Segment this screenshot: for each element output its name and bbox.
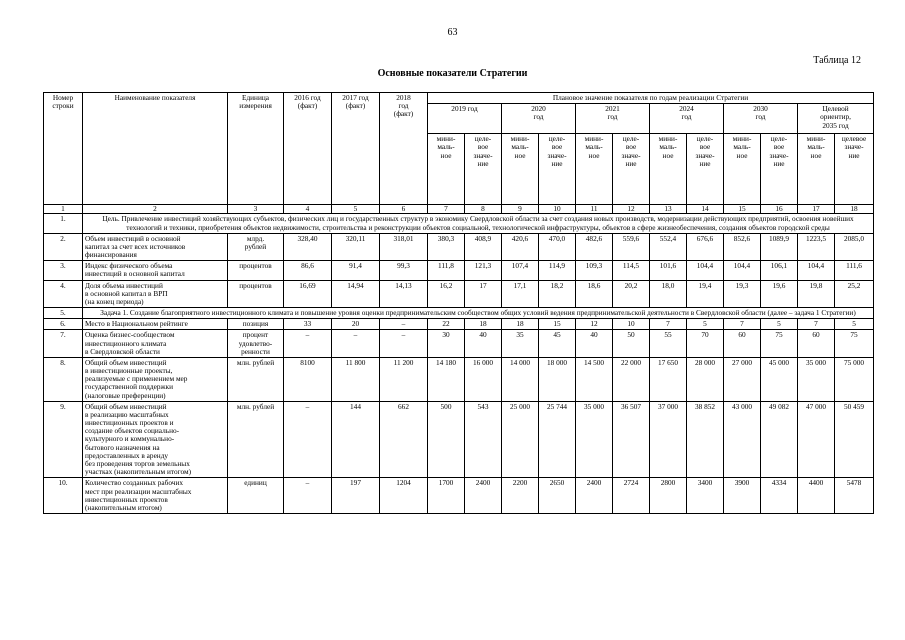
header-min: мини- маль- ное	[576, 134, 613, 205]
value-cell: 121,3	[465, 261, 502, 280]
value-cell: 106,1	[761, 261, 798, 280]
column-number-cell: 6	[380, 205, 428, 214]
value-cell: 17	[465, 280, 502, 308]
header-year-2035: Целевой ориентир, 2035 год	[798, 104, 874, 134]
value-cell: 14 180	[428, 357, 465, 401]
goal-row-number: 1.	[44, 214, 83, 233]
value-cell: 25 000	[502, 401, 539, 478]
value-cell: –	[332, 330, 380, 358]
value-cell: 104,4	[798, 261, 835, 280]
value-cell: 1204	[380, 478, 428, 514]
value-cell: 19,3	[724, 280, 761, 308]
indicator-name-cell: Объем инвестиций в основной капитал за счет всех источников финансирования	[83, 233, 228, 261]
column-number-cell: 16	[761, 205, 798, 214]
table-row	[44, 330, 874, 358]
value-cell: 14,13	[380, 280, 428, 308]
value-cell: 20,2	[613, 280, 650, 308]
column-number-cell: 18	[835, 205, 874, 214]
value-cell: 5	[761, 319, 798, 330]
task-text: Задача 1. Создание благоприятного инвестиционного климата и повышение уровня оценки предпринимательским сообществом общих условий ведения предпринимательской деятельности в Свердловской области (далее – задача 1 Стратегии)	[83, 308, 874, 319]
value-cell: 318,01	[380, 233, 428, 261]
value-cell: 47 000	[798, 401, 835, 478]
task-section	[44, 308, 874, 319]
value-cell: 12	[576, 319, 613, 330]
header-target: целевое значе- ние	[835, 134, 874, 205]
task-row	[44, 308, 874, 319]
value-cell: 91,4	[332, 261, 380, 280]
value-cell: 500	[428, 401, 465, 478]
goal-text: Цель. Привлечение инвестиций хозяйствующих субъектов, физических лиц и государственных структур в экономику Свердловской области за счет создания новых производств, модернизации действующих предприятий, освоения новейших технологий и техники, приобретения объектов недвижимости, строительства и реконструкции объектов социальной, технологической инфраструктуры, объектов в сфере жизнеобеспечения, создания объектов городской среды	[83, 214, 874, 233]
value-cell: 552,4	[650, 233, 687, 261]
column-number-cell: 8	[465, 205, 502, 214]
value-cell: 25,2	[835, 280, 874, 308]
value-cell: 2400	[465, 478, 502, 514]
value-cell: 18,2	[539, 280, 576, 308]
column-number-cell: 12	[613, 205, 650, 214]
value-cell: 18,0	[650, 280, 687, 308]
value-cell: 4334	[761, 478, 798, 514]
header-min: мини- маль- ное	[724, 134, 761, 205]
column-number-cell: 5	[332, 205, 380, 214]
row-number-cell: 4.	[44, 280, 83, 308]
table-header	[44, 93, 874, 205]
value-cell: 60	[798, 330, 835, 358]
value-cell: 1223,5	[798, 233, 835, 261]
unit-cell: млн. рублей	[228, 357, 284, 401]
column-number-cell: 3	[228, 205, 284, 214]
indicator-name-cell: Индекс физического объема инвестиций в основной капитал	[83, 261, 228, 280]
header-target: целе- вое значе- ние	[465, 134, 502, 205]
row-number-cell: 6.	[44, 319, 83, 330]
unit-cell: процент удовлетво- ренности	[228, 330, 284, 358]
value-cell: 14 000	[502, 357, 539, 401]
unit-cell: процентов	[228, 280, 284, 308]
value-cell: –	[284, 401, 332, 478]
value-cell: 15	[539, 319, 576, 330]
goal-indicator-rows	[44, 233, 874, 307]
column-number-cell: 15	[724, 205, 761, 214]
value-cell: 109,3	[576, 261, 613, 280]
value-cell: 17 650	[650, 357, 687, 401]
value-cell: 50 459	[835, 401, 874, 478]
value-cell: 50	[613, 330, 650, 358]
table-row	[44, 401, 874, 478]
value-cell: –	[284, 478, 332, 514]
value-cell: 49 082	[761, 401, 798, 478]
value-cell: 2724	[613, 478, 650, 514]
value-cell: 2800	[650, 478, 687, 514]
value-cell: 27 000	[724, 357, 761, 401]
page-number: 63	[447, 27, 458, 38]
value-cell: 852,6	[724, 233, 761, 261]
value-cell: –	[380, 319, 428, 330]
value-cell: 16 000	[465, 357, 502, 401]
value-cell: 114,9	[539, 261, 576, 280]
value-cell: 2650	[539, 478, 576, 514]
value-cell: 14 500	[576, 357, 613, 401]
value-cell: 380,3	[428, 233, 465, 261]
value-cell: 25 744	[539, 401, 576, 478]
header-indicator-name: Наименование показателя	[83, 93, 228, 205]
value-cell: 320,11	[332, 233, 380, 261]
header-target: целе- вое значе- ние	[761, 134, 798, 205]
header-min: мини- маль- ное	[428, 134, 465, 205]
value-cell: 144	[332, 401, 380, 478]
indicator-name-cell: Оценка бизнес-сообществом инвестиционного климата в Свердловской области	[83, 330, 228, 358]
table-body	[44, 205, 874, 234]
value-cell: 482,6	[576, 233, 613, 261]
table-row	[44, 357, 874, 401]
value-cell: 70	[687, 330, 724, 358]
header-year-2021: 2021 год	[576, 104, 650, 134]
value-cell: 111,8	[428, 261, 465, 280]
indicator-name-cell: Доля объема инвестиций в основной капитал в ВРП (на конец периода)	[83, 280, 228, 308]
value-cell: 55	[650, 330, 687, 358]
value-cell: 1089,9	[761, 233, 798, 261]
value-cell: 11 200	[380, 357, 428, 401]
header-min: мини- маль- ное	[650, 134, 687, 205]
header-min: мини- маль- ное	[798, 134, 835, 205]
value-cell: –	[284, 330, 332, 358]
column-number-cell: 7	[428, 205, 465, 214]
value-cell: 104,4	[724, 261, 761, 280]
row-number-cell: 2.	[44, 233, 83, 261]
value-cell: 37 000	[650, 401, 687, 478]
indicator-name-cell: Общий объем инвестиций в реализацию масштабных инвестиционных проектов и создание объектов социально- культурного и коммунально- бытового назначения на предоставленных в аренду без проведения торгов земельных участках (накопительным итогом)	[83, 401, 228, 478]
unit-cell: процентов	[228, 261, 284, 280]
value-cell: 11 800	[332, 357, 380, 401]
unit-cell: единиц	[228, 478, 284, 514]
value-cell: 5478	[835, 478, 874, 514]
value-cell: 17,1	[502, 280, 539, 308]
value-cell: 75	[835, 330, 874, 358]
value-cell: 35 000	[576, 401, 613, 478]
column-number-cell: 10	[539, 205, 576, 214]
value-cell: 2400	[576, 478, 613, 514]
value-cell: 8100	[284, 357, 332, 401]
goal-row	[44, 214, 874, 233]
row-number-cell: 8.	[44, 357, 83, 401]
value-cell: 19,8	[798, 280, 835, 308]
header-year-2020: 2020 год	[502, 104, 576, 134]
unit-cell: млрд. рублей	[228, 233, 284, 261]
value-cell: 18,6	[576, 280, 613, 308]
table-row	[44, 233, 874, 261]
value-cell: 35 000	[798, 357, 835, 401]
value-cell: 75	[761, 330, 798, 358]
table-row	[44, 261, 874, 280]
table-row	[44, 478, 874, 514]
table-row	[44, 280, 874, 308]
header-year-2024: 2024 год	[650, 104, 724, 134]
value-cell: 5	[835, 319, 874, 330]
value-cell: 114,5	[613, 261, 650, 280]
value-cell: 40	[576, 330, 613, 358]
unit-cell: позиция	[228, 319, 284, 330]
value-cell: 75 000	[835, 357, 874, 401]
value-cell: 16,2	[428, 280, 465, 308]
row-number-cell: 9.	[44, 401, 83, 478]
header-unit: Единица измерения	[228, 93, 284, 205]
value-cell: 543	[465, 401, 502, 478]
value-cell: 86,6	[284, 261, 332, 280]
value-cell: 43 000	[724, 401, 761, 478]
value-cell: 101,6	[650, 261, 687, 280]
value-cell: 18	[465, 319, 502, 330]
value-cell: 33	[284, 319, 332, 330]
value-cell: 35	[502, 330, 539, 358]
value-cell: 40	[465, 330, 502, 358]
column-number-cell: 14	[687, 205, 724, 214]
header-2017: 2017 год (факт)	[332, 93, 380, 205]
value-cell: 104,4	[687, 261, 724, 280]
table-title: Основные показатели Стратегии	[377, 68, 528, 79]
value-cell: 19,4	[687, 280, 724, 308]
value-cell: 4400	[798, 478, 835, 514]
header-target: целе- вое значе- ние	[613, 134, 650, 205]
value-cell: 3900	[724, 478, 761, 514]
value-cell: 7	[798, 319, 835, 330]
value-cell: 328,40	[284, 233, 332, 261]
value-cell: 10	[613, 319, 650, 330]
header-year-2030: 2030 год	[724, 104, 798, 134]
value-cell: –	[380, 330, 428, 358]
value-cell: 5	[687, 319, 724, 330]
unit-cell: млн. рублей	[228, 401, 284, 478]
value-cell: 16,69	[284, 280, 332, 308]
column-number-cell: 1	[44, 205, 83, 214]
indicator-name-cell: Место в Национальном рейтинге	[83, 319, 228, 330]
value-cell: 22	[428, 319, 465, 330]
value-cell: 22 000	[613, 357, 650, 401]
task-row-number: 5.	[44, 308, 83, 319]
value-cell: 18 000	[539, 357, 576, 401]
header-year-2019: 2019 год	[428, 104, 502, 134]
value-cell: 99,3	[380, 261, 428, 280]
value-cell: 662	[380, 401, 428, 478]
header-target: целе- вое значе- ние	[539, 134, 576, 205]
value-cell: 36 507	[613, 401, 650, 478]
value-cell: 470,0	[539, 233, 576, 261]
column-number-cell: 17	[798, 205, 835, 214]
value-cell: 3400	[687, 478, 724, 514]
value-cell: 408,9	[465, 233, 502, 261]
indicator-name-cell: Количество созданных рабочих мест при реализации масштабных инвестиционных проектов (накопительным итогом)	[83, 478, 228, 514]
table-label: Таблица 12	[813, 55, 861, 66]
value-cell: 19,6	[761, 280, 798, 308]
value-cell: 38 852	[687, 401, 724, 478]
column-number-cell: 4	[284, 205, 332, 214]
value-cell: 2085,0	[835, 233, 874, 261]
value-cell: 18	[502, 319, 539, 330]
value-cell: 559,6	[613, 233, 650, 261]
value-cell: 60	[724, 330, 761, 358]
column-number-cell: 11	[576, 205, 613, 214]
column-number-cell: 2	[83, 205, 228, 214]
row-number-cell: 7.	[44, 330, 83, 358]
value-cell: 7	[650, 319, 687, 330]
value-cell: 28 000	[687, 357, 724, 401]
task-indicator-rows	[44, 319, 874, 514]
row-number-cell: 10.	[44, 478, 83, 514]
value-cell: 30	[428, 330, 465, 358]
header-target: целе- вое значе- ние	[687, 134, 724, 205]
value-cell: 111,6	[835, 261, 874, 280]
indicator-name-cell: Общий объем инвестиций в инвестиционные проекты, реализуемые с применением мер государственной поддержки (налоговые преференции)	[83, 357, 228, 401]
column-numbers-row	[44, 205, 874, 214]
header-2018: 2018 год (факт)	[380, 93, 428, 205]
strategy-indicators-table	[43, 92, 874, 514]
table-row	[44, 319, 874, 330]
column-number-cell: 9	[502, 205, 539, 214]
value-cell: 676,6	[687, 233, 724, 261]
value-cell: 7	[724, 319, 761, 330]
row-number-cell: 3.	[44, 261, 83, 280]
header-plan-values: Плановое значение показателя по годам реализации Стратегии	[428, 93, 874, 104]
header-row-number: Номер строки	[44, 93, 83, 205]
column-number-cell: 13	[650, 205, 687, 214]
header-2016: 2016 год (факт)	[284, 93, 332, 205]
value-cell: 45 000	[761, 357, 798, 401]
value-cell: 420,6	[502, 233, 539, 261]
value-cell: 20	[332, 319, 380, 330]
value-cell: 45	[539, 330, 576, 358]
value-cell: 107,4	[502, 261, 539, 280]
value-cell: 1700	[428, 478, 465, 514]
header-min: мини- маль- ное	[502, 134, 539, 205]
value-cell: 197	[332, 478, 380, 514]
value-cell: 14,94	[332, 280, 380, 308]
value-cell: 2200	[502, 478, 539, 514]
